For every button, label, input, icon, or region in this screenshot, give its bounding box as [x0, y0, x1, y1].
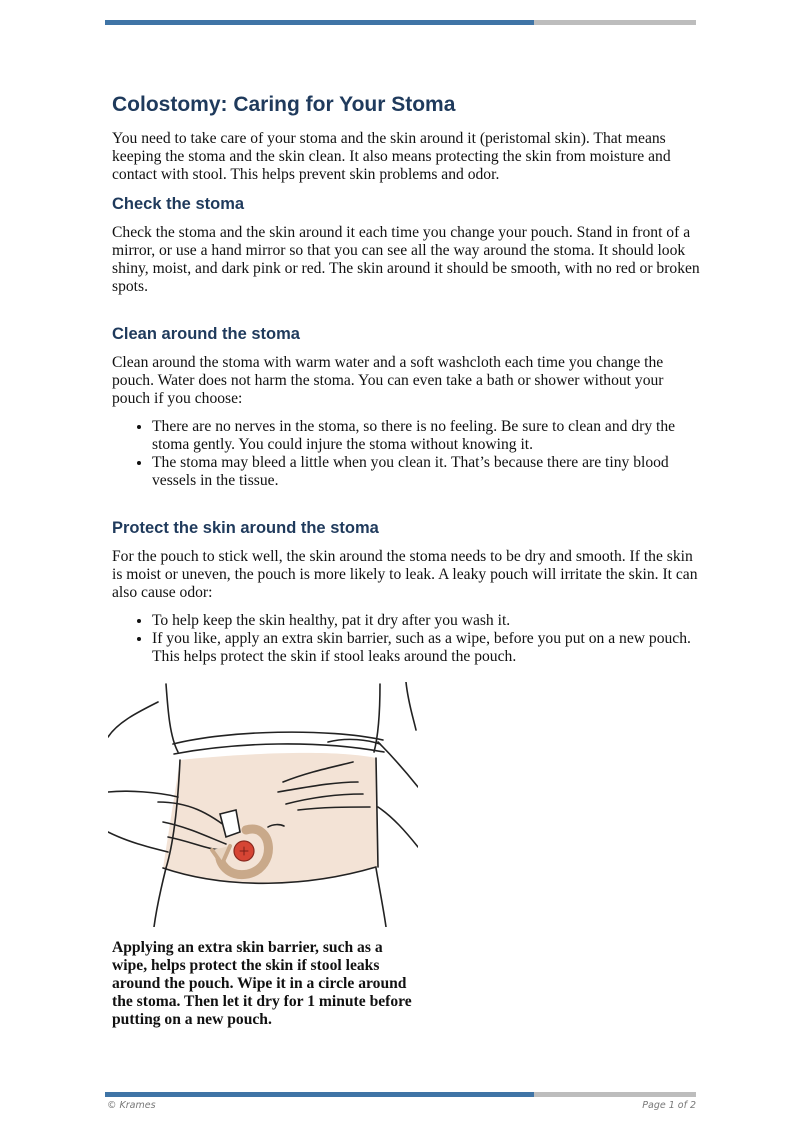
section-body-check: Check the stoma and the skin around it each time you change your pouch. Stand in front of a mirror, or use a hand mirror so that you can see all the way around the stoma. It should look shiny, moist, and dark pink or red. The skin around it should be smooth, with no red or broken spots. — [112, 224, 700, 295]
section-heading-clean: Clean around the stoma — [112, 325, 300, 343]
header-progress-bar — [105, 20, 696, 25]
list-item: • There are no nerves in the stoma, so there is no feeling. Be sure to clean and dry the stoma gently. You could injure the stoma without knowing it. — [152, 418, 702, 454]
section-body-clean: Clean around the stoma with warm water and a soft washcloth each time you change the pouch. Water does not harm the stoma. You can even take a bath or shower without your pouch if you choose: — [112, 354, 664, 407]
section-heading-protect: Protect the skin around the stoma — [112, 519, 379, 537]
protect-bullet-list — [112, 612, 702, 666]
footer-progress-bar — [105, 1092, 696, 1097]
intro-paragraph: You need to take care of your stoma and the skin around it (peristomal skin). That means keeping the stoma and the skin clean. It also means protecting the skin from moisture and contact with stool. This helps prevent skin problems and odor. — [112, 130, 671, 183]
copyright-text: © Krames — [107, 1100, 156, 1111]
list-item: • The stoma may bleed a little when you clean it. That’s because there are tiny blood vessels in the tissue. — [152, 454, 702, 490]
section-body-protect: For the pouch to stick well, the skin around the stoma needs to be dry and smooth. If the skin is moist or uneven, the pouch is more likely to leak. A leaky pouch will irritate the skin. It can also cause odor: — [112, 548, 698, 601]
figure-caption: Applying an extra skin barrier, such as a wipe, helps protect the skin if stool leaks around the pouch. Wipe it in a circle around the stoma. Then let it dry for 1 minute before putting on a new pouch. — [112, 939, 412, 1028]
document-body — [112, 92, 702, 1029]
page-number: Page 1 of 2 — [642, 1100, 696, 1111]
footer-bar-accent — [105, 1092, 534, 1097]
list-item: • To help keep the skin healthy, pat it dry after you wash it. — [152, 612, 702, 630]
footer-bar-track — [534, 1092, 696, 1097]
stoma-illustration — [108, 682, 418, 927]
section-heading-check: Check the stoma — [112, 195, 245, 213]
clean-bullet-list — [112, 418, 702, 490]
header-bar-accent — [105, 20, 534, 25]
list-item: • If you like, apply an extra skin barrier, such as a wipe, before you put on a new pouch. This helps protect the skin if stool leaks around the pouch. — [152, 630, 702, 666]
page-footer — [107, 1100, 696, 1111]
page-title: Colostomy: Caring for Your Stoma — [112, 93, 456, 116]
header-bar-track — [534, 20, 696, 25]
